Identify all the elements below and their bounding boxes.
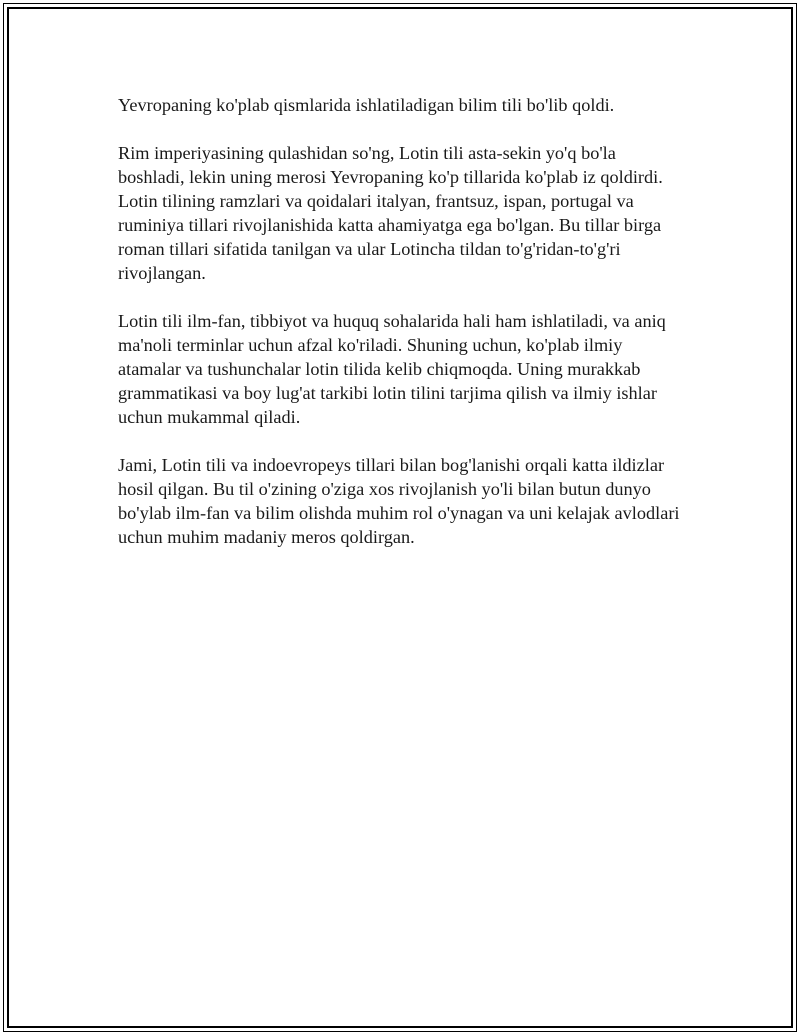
text-line: roman tillari sifatida tanilgan va ular Lotincha tildan to'g'ridan-to'g'ri [118,239,621,259]
text-line: ma'noli terminlar uchun afzal ko'riladi. Shuning uchun, ko'plab ilmiy [118,335,623,355]
text-line: hosil qilgan. Bu til o'zining o'ziga xos rivojlanish yo'li bilan butun dunyo [118,479,651,499]
paragraph-1 [118,93,718,117]
text-line: ruminiya tillari rivojlanishida katta ahamiyatga ega bo'lgan. Bu tillar birga [118,215,662,235]
text-line: Lotin tilining ramzlari va qoidalari italyan, frantsuz, ispan, portugal va [118,191,634,211]
text-line: Yevropaning ko'plab qismlarida ishlatiladigan bilim tili bo'lib qoldi. [118,95,615,115]
paragraph-2 [118,141,718,285]
paragraph-3 [118,309,718,429]
text-line: uchun muhim madaniy meros qoldirgan. [118,527,415,547]
text-line: uchun mukammal qiladi. [118,407,301,427]
text-line: atamalar va tushunchalar lotin tilida kelib chiqmoqda. Uning murakkab [118,359,641,379]
text-line: boshladi, lekin uning merosi Yevropaning ko'p tillarida ko'plab iz qoldirdi. [118,167,663,187]
text-line: bo'ylab ilm-fan va bilim olishda muhim rol o'ynagan va uni kelajak avlodlari [118,503,680,523]
text-line: rivojlangan. [118,263,206,283]
text-line: Rim imperiyasining qulashidan so'ng, Lotin tili asta-sekin yo'q bo'la [118,143,616,163]
document-body [118,93,718,573]
text-line: grammatikasi va boy lug'at tarkibi lotin tilini tarjima qilish va ilmiy ishlar [118,383,657,403]
text-line: Lotin tili ilm-fan, tibbiyot va huquq sohalarida hali ham ishlatiladi, va aniq [118,311,666,331]
paragraph-4 [118,453,718,549]
text-line: Jami, Lotin tili va indoevropeys tillari bilan bog'lanishi orqali katta ildizlar [118,455,665,475]
